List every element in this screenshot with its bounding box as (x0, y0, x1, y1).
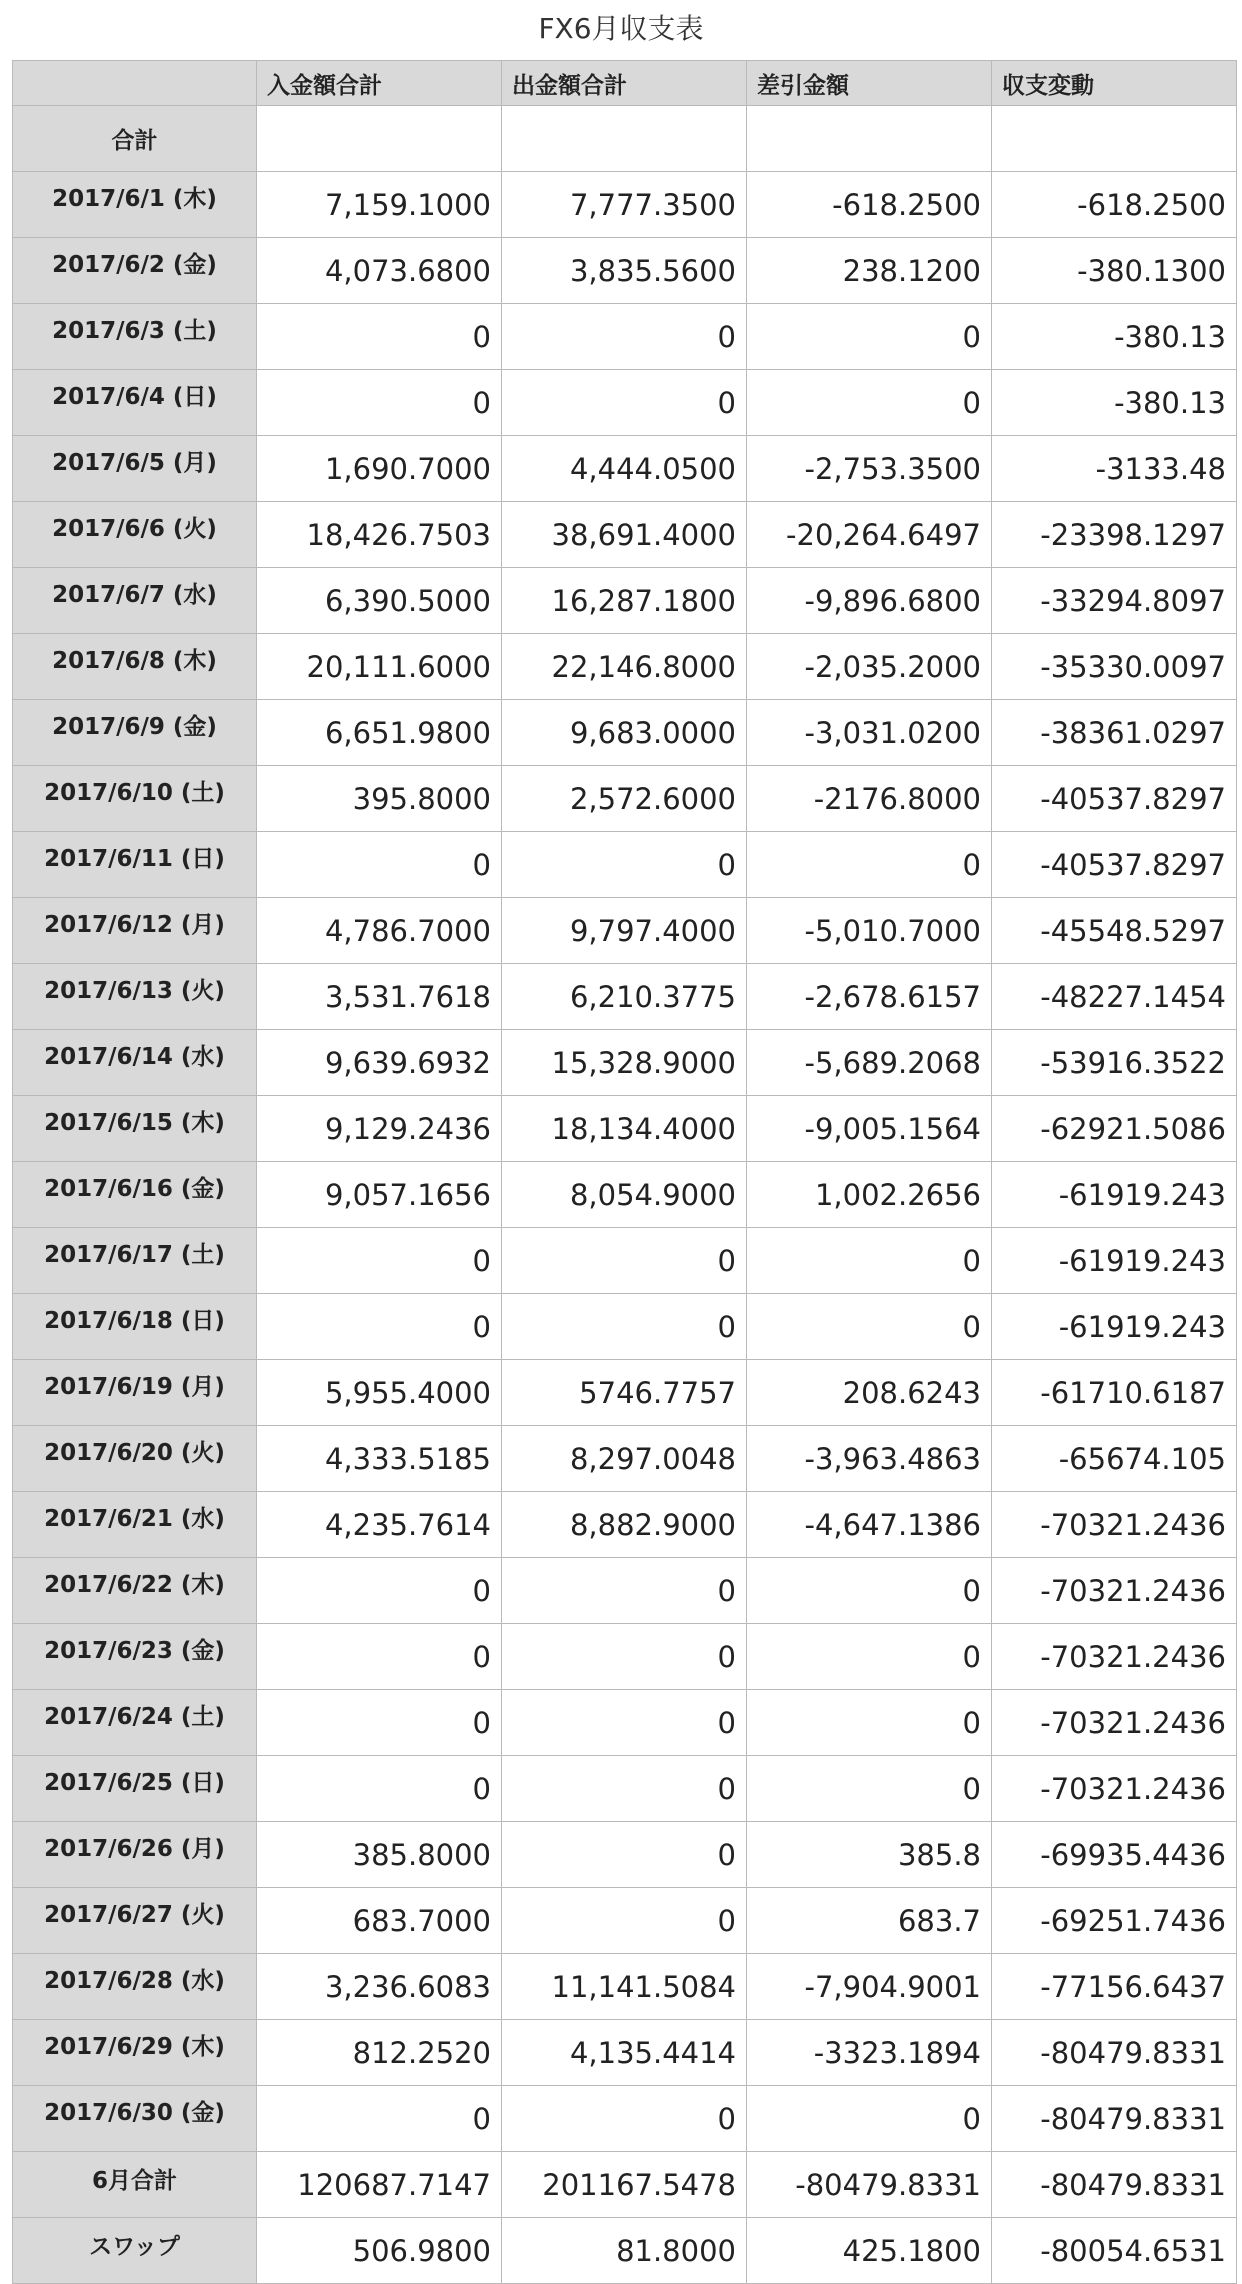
summary-withdrawal-cell (502, 106, 747, 172)
deposit-cell: 0 (257, 1294, 502, 1360)
summary-net-cell (747, 106, 992, 172)
table-row (13, 2086, 1237, 2152)
change-cell: -69935.4436 (992, 1822, 1237, 1888)
row-date-label: 2017/6/28 (水) (13, 1954, 257, 2020)
total-label: 6月合計 (13, 2152, 257, 2218)
total-label: スワップ (13, 2218, 257, 2284)
row-date-label: 2017/6/22 (木) (13, 1558, 257, 1624)
row-date-label: 2017/6/18 (日) (13, 1294, 257, 1360)
withdrawal-cell: 16,287.1800 (502, 568, 747, 634)
row-date-label: 2017/6/9 (金) (13, 700, 257, 766)
row-date-label: 2017/6/4 (日) (13, 370, 257, 436)
net-cell: 208.6243 (747, 1360, 992, 1426)
total-row (13, 2152, 1237, 2218)
table-row (13, 172, 1237, 238)
table-row (13, 1624, 1237, 1690)
withdrawal-cell: 0 (502, 1888, 747, 1954)
change-cell: -65674.105 (992, 1426, 1237, 1492)
withdrawal-cell: 7,777.3500 (502, 172, 747, 238)
net-cell: -2176.8000 (747, 766, 992, 832)
page-title: FX6月収支表 (538, 12, 704, 45)
table-row (13, 1162, 1237, 1228)
change-cell: -62921.5086 (992, 1096, 1237, 1162)
row-date-label: 2017/6/5 (月) (13, 436, 257, 502)
row-date-label: 2017/6/11 (日) (13, 832, 257, 898)
deposit-cell: 4,073.6800 (257, 238, 502, 304)
withdrawal-cell: 18,134.4000 (502, 1096, 747, 1162)
withdrawal-cell: 0 (502, 2086, 747, 2152)
change-cell: -3133.48 (992, 436, 1237, 502)
change-cell: -61919.243 (992, 1294, 1237, 1360)
table-row (13, 1030, 1237, 1096)
withdrawal-cell: 2,572.6000 (502, 766, 747, 832)
deposit-cell: 3,531.7618 (257, 964, 502, 1030)
deposit-cell: 0 (257, 1558, 502, 1624)
net-cell: -20,264.6497 (747, 502, 992, 568)
net-cell: -2,753.3500 (747, 436, 992, 502)
table-row (13, 766, 1237, 832)
net-cell: 683.7 (747, 1888, 992, 1954)
deposit-cell: 0 (257, 370, 502, 436)
withdrawal-cell: 11,141.5084 (502, 1954, 747, 2020)
table-row (13, 568, 1237, 634)
row-date-label: 2017/6/3 (土) (13, 304, 257, 370)
net-cell: -2,678.6157 (747, 964, 992, 1030)
deposit-cell: 0 (257, 1624, 502, 1690)
net-cell: 238.1200 (747, 238, 992, 304)
table-row (13, 898, 1237, 964)
deposit-cell: 6,390.5000 (257, 568, 502, 634)
change-cell: -80479.8331 (992, 2086, 1237, 2152)
deposit-cell: 5,955.4000 (257, 1360, 502, 1426)
row-date-label: 2017/6/8 (木) (13, 634, 257, 700)
deposit-cell: 683.7000 (257, 1888, 502, 1954)
change-cell: -61919.243 (992, 1228, 1237, 1294)
row-date-label: 2017/6/30 (金) (13, 2086, 257, 2152)
change-cell: -70321.2436 (992, 1558, 1237, 1624)
change-cell: -80479.8331 (992, 2020, 1237, 2086)
deposit-cell: 3,236.6083 (257, 1954, 502, 2020)
net-cell: -3323.1894 (747, 2020, 992, 2086)
deposit-cell: 0 (257, 1690, 502, 1756)
row-date-label: 2017/6/21 (水) (13, 1492, 257, 1558)
net-cell: -3,963.4863 (747, 1426, 992, 1492)
header-withdrawal-total: 出金額合計 (502, 61, 747, 106)
change-cell: -380.13 (992, 304, 1237, 370)
withdrawal-cell: 0 (502, 304, 747, 370)
net-cell: -9,005.1564 (747, 1096, 992, 1162)
change-cell: -23398.1297 (992, 502, 1237, 568)
change-cell: -380.1300 (992, 238, 1237, 304)
deposit-cell: 4,235.7614 (257, 1492, 502, 1558)
table-row (13, 238, 1237, 304)
deposit-cell: 1,690.7000 (257, 436, 502, 502)
withdrawal-cell: 0 (502, 1690, 747, 1756)
header-net-amount: 差引金額 (747, 61, 992, 106)
table-row (13, 1096, 1237, 1162)
table-row (13, 1492, 1237, 1558)
row-date-label: 2017/6/17 (土) (13, 1228, 257, 1294)
change-cell: -35330.0097 (992, 634, 1237, 700)
row-date-label: 2017/6/2 (金) (13, 238, 257, 304)
net-cell: 0 (747, 1228, 992, 1294)
net-cell: -4,647.1386 (747, 1492, 992, 1558)
net-cell: 0 (747, 304, 992, 370)
table-row (13, 304, 1237, 370)
row-date-label: 2017/6/25 (日) (13, 1756, 257, 1822)
change-cell: -48227.1454 (992, 964, 1237, 1030)
withdrawal-cell: 5746.7757 (502, 1360, 747, 1426)
withdrawal-cell: 0 (502, 1558, 747, 1624)
net-cell: -2,035.2000 (747, 634, 992, 700)
change-cell: -70321.2436 (992, 1756, 1237, 1822)
table-row (13, 1690, 1237, 1756)
header-balance-change: 収支変動 (992, 61, 1237, 106)
table-row (13, 700, 1237, 766)
withdrawal-cell: 8,054.9000 (502, 1162, 747, 1228)
deposit-cell: 0 (257, 832, 502, 898)
row-date-label: 2017/6/19 (月) (13, 1360, 257, 1426)
withdrawal-cell: 6,210.3775 (502, 964, 747, 1030)
deposit-cell: 385.8000 (257, 1822, 502, 1888)
table-row (13, 832, 1237, 898)
net-cell: -5,689.2068 (747, 1030, 992, 1096)
withdrawal-cell: 201167.5478 (502, 2152, 747, 2218)
row-date-label: 2017/6/27 (火) (13, 1888, 257, 1954)
change-cell: -33294.8097 (992, 568, 1237, 634)
change-cell: -380.13 (992, 370, 1237, 436)
withdrawal-cell: 15,328.9000 (502, 1030, 747, 1096)
row-date-label: 2017/6/16 (金) (13, 1162, 257, 1228)
withdrawal-cell: 0 (502, 1756, 747, 1822)
deposit-cell: 9,129.2436 (257, 1096, 502, 1162)
net-cell: -9,896.6800 (747, 568, 992, 634)
deposit-cell: 7,159.1000 (257, 172, 502, 238)
net-cell: 0 (747, 832, 992, 898)
table-row (13, 634, 1237, 700)
net-cell: 0 (747, 1690, 992, 1756)
deposit-cell: 4,786.7000 (257, 898, 502, 964)
row-date-label: 2017/6/12 (月) (13, 898, 257, 964)
deposit-cell: 6,651.9800 (257, 700, 502, 766)
net-cell: -3,031.0200 (747, 700, 992, 766)
deposit-cell: 0 (257, 1228, 502, 1294)
withdrawal-cell: 4,444.0500 (502, 436, 747, 502)
withdrawal-cell: 0 (502, 1294, 747, 1360)
row-date-label: 2017/6/20 (火) (13, 1426, 257, 1492)
withdrawal-cell: 38,691.4000 (502, 502, 747, 568)
net-cell: 0 (747, 1558, 992, 1624)
change-cell: -61710.6187 (992, 1360, 1237, 1426)
withdrawal-cell: 3,835.5600 (502, 238, 747, 304)
change-cell: -70321.2436 (992, 1690, 1237, 1756)
change-cell: -38361.0297 (992, 700, 1237, 766)
deposit-cell: 0 (257, 2086, 502, 2152)
withdrawal-cell: 8,297.0048 (502, 1426, 747, 1492)
change-cell: -618.2500 (992, 172, 1237, 238)
change-cell: -40537.8297 (992, 766, 1237, 832)
withdrawal-cell: 0 (502, 1624, 747, 1690)
net-cell: -80479.8331 (747, 2152, 992, 2218)
change-cell: -53916.3522 (992, 1030, 1237, 1096)
table-row (13, 1426, 1237, 1492)
withdrawal-cell: 8,882.9000 (502, 1492, 747, 1558)
table-row (13, 1360, 1237, 1426)
header-deposit-total: 入金額合計 (257, 61, 502, 106)
balance-table (12, 60, 1237, 2284)
change-cell: -70321.2436 (992, 1492, 1237, 1558)
deposit-cell: 395.8000 (257, 766, 502, 832)
table-row (13, 1228, 1237, 1294)
row-date-label: 2017/6/7 (水) (13, 568, 257, 634)
withdrawal-cell: 0 (502, 370, 747, 436)
row-date-label: 2017/6/29 (木) (13, 2020, 257, 2086)
deposit-cell: 506.9800 (257, 2218, 502, 2284)
change-cell: -40537.8297 (992, 832, 1237, 898)
change-cell: -69251.7436 (992, 1888, 1237, 1954)
table-row (13, 1756, 1237, 1822)
row-date-label: 2017/6/6 (火) (13, 502, 257, 568)
withdrawal-cell: 0 (502, 1822, 747, 1888)
table-row (13, 370, 1237, 436)
net-cell: 425.1800 (747, 2218, 992, 2284)
net-cell: 385.8 (747, 1822, 992, 1888)
net-cell: 0 (747, 1294, 992, 1360)
change-cell: -80054.6531 (992, 2218, 1237, 2284)
change-cell: -80479.8331 (992, 2152, 1237, 2218)
table-row (13, 1954, 1237, 2020)
withdrawal-cell: 4,135.4414 (502, 2020, 747, 2086)
net-cell: 0 (747, 370, 992, 436)
net-cell: 0 (747, 1624, 992, 1690)
deposit-cell: 9,057.1656 (257, 1162, 502, 1228)
deposit-cell: 9,639.6932 (257, 1030, 502, 1096)
table-row (13, 1294, 1237, 1360)
summary-change-cell (992, 106, 1237, 172)
table-row (13, 1888, 1237, 1954)
table-row (13, 1822, 1237, 1888)
net-cell: 0 (747, 2086, 992, 2152)
withdrawal-cell: 9,683.0000 (502, 700, 747, 766)
total-row (13, 2218, 1237, 2284)
change-cell: -77156.6437 (992, 1954, 1237, 2020)
change-cell: -70321.2436 (992, 1624, 1237, 1690)
withdrawal-cell: 0 (502, 832, 747, 898)
summary-deposit-cell (257, 106, 502, 172)
withdrawal-cell: 22,146.8000 (502, 634, 747, 700)
withdrawal-cell: 81.8000 (502, 2218, 747, 2284)
deposit-cell: 0 (257, 304, 502, 370)
deposit-cell: 120687.7147 (257, 2152, 502, 2218)
withdrawal-cell: 9,797.4000 (502, 898, 747, 964)
summary-label: 合計 (13, 106, 257, 172)
table-row (13, 1558, 1237, 1624)
net-cell: 0 (747, 1756, 992, 1822)
table-row (13, 436, 1237, 502)
deposit-cell: 812.2520 (257, 2020, 502, 2086)
row-date-label: 2017/6/13 (火) (13, 964, 257, 1030)
table-row (13, 964, 1237, 1030)
deposit-cell: 4,333.5185 (257, 1426, 502, 1492)
deposit-cell: 20,111.6000 (257, 634, 502, 700)
deposit-cell: 18,426.7503 (257, 502, 502, 568)
net-cell: -7,904.9001 (747, 1954, 992, 2020)
net-cell: 1,002.2656 (747, 1162, 992, 1228)
header-row (13, 61, 1237, 106)
row-date-label: 2017/6/1 (木) (13, 172, 257, 238)
row-date-label: 2017/6/10 (土) (13, 766, 257, 832)
deposit-cell: 0 (257, 1756, 502, 1822)
net-cell: -5,010.7000 (747, 898, 992, 964)
row-date-label: 2017/6/24 (土) (13, 1690, 257, 1756)
withdrawal-cell: 0 (502, 1228, 747, 1294)
change-cell: -61919.243 (992, 1162, 1237, 1228)
row-date-label: 2017/6/15 (木) (13, 1096, 257, 1162)
row-date-label: 2017/6/14 (水) (13, 1030, 257, 1096)
table-row (13, 2020, 1237, 2086)
change-cell: -45548.5297 (992, 898, 1237, 964)
header-corner (13, 61, 257, 106)
summary-row (13, 106, 1237, 172)
net-cell: -618.2500 (747, 172, 992, 238)
row-date-label: 2017/6/26 (月) (13, 1822, 257, 1888)
row-date-label: 2017/6/23 (金) (13, 1624, 257, 1690)
table-row (13, 502, 1237, 568)
